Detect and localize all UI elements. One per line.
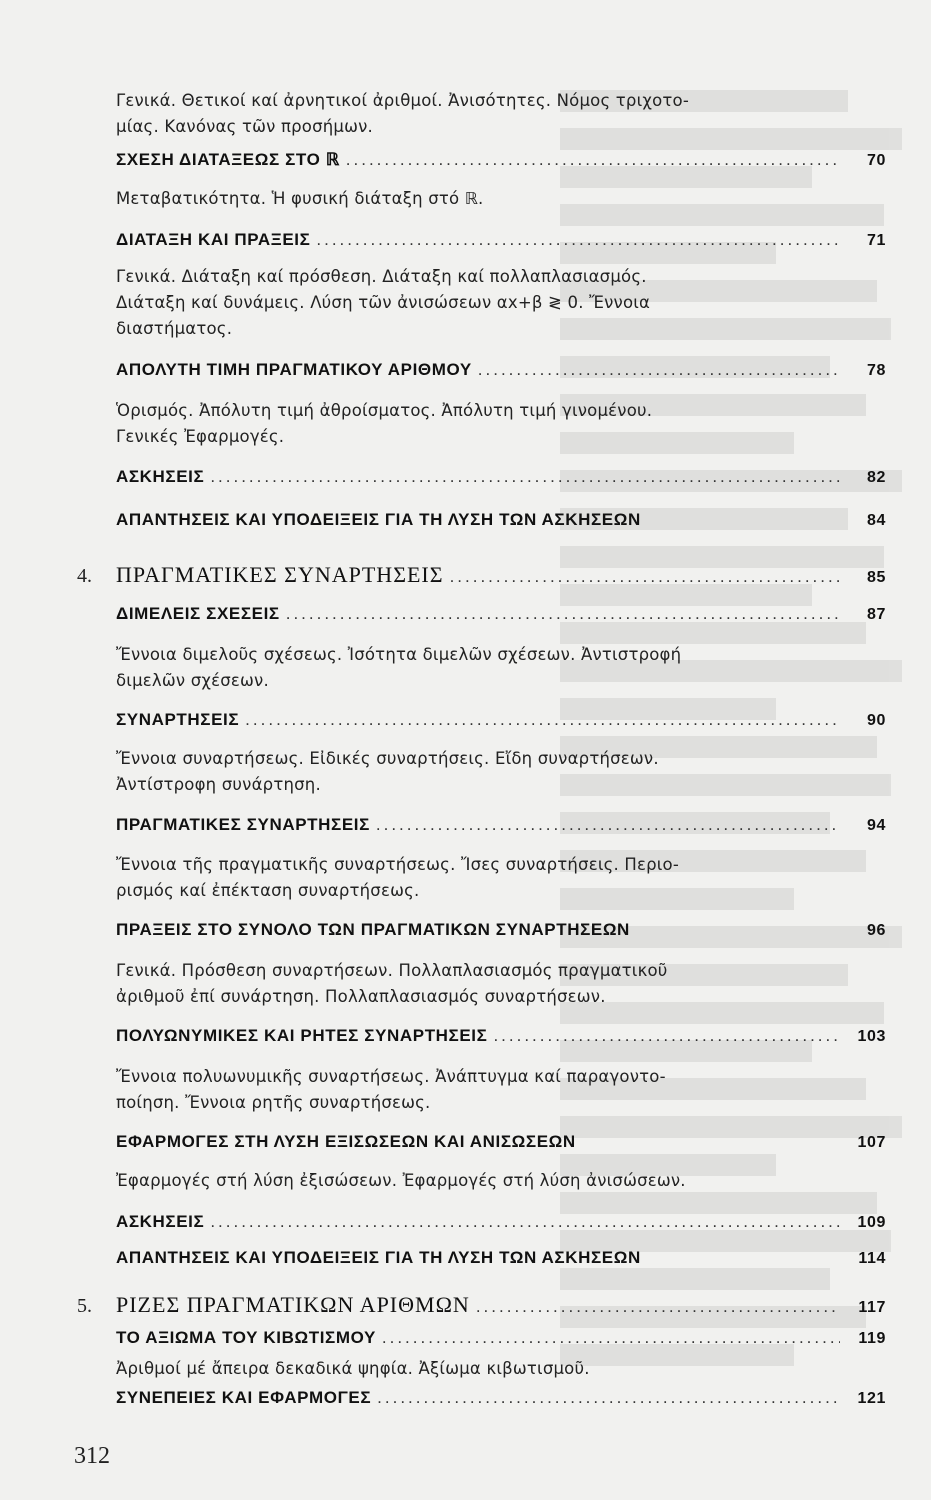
toc-entry [116, 360, 886, 380]
desc-line: διμελῶν σχέσεων. [116, 671, 269, 690]
toc-entry [116, 510, 886, 530]
toc-heading[interactable] [116, 1328, 886, 1348]
desc-line: Μεταβατικότητα. Ἡ φυσική διάταξη στό ℝ. [116, 189, 484, 208]
toc-heading[interactable] [116, 1026, 886, 1046]
toc-entry [116, 1292, 886, 1318]
leader-dots [382, 1328, 840, 1348]
desc-line: ἀριθμοῦ ἐπί συνάρτηση. Πολλαπλασιασμός συναρτήσεων. [116, 987, 606, 1006]
desc-line: Ἔννοια διμελοῦς σχέσεως. Ἰσότητα διμελῶν σχέσεων. Ἀντιστροφή [116, 645, 682, 664]
page-number: 119 [858, 1330, 886, 1347]
desc-line: Γενικά. Θετικοί καί ἀρνητικοί ἀριθμοί. Ἀνισότητες. Νόμος τριχοτο- [116, 91, 690, 110]
desc-line: Γενικά. Πρόσθεση συναρτήσεων. Πολλαπλασιασμός πραγματικοῦ [116, 961, 668, 980]
page-number: 117 [858, 1299, 886, 1316]
leader-dots [493, 1026, 840, 1046]
desc-line: Ἐφαρμογές στή λύση ἐξισώσεων. Ἐφαρμογές στή λύση ἀνισώσεων. [116, 1171, 686, 1190]
toc-heading[interactable] [116, 510, 886, 530]
toc-entry [116, 710, 886, 730]
page-number: 85 [867, 569, 886, 586]
toc-description [116, 958, 776, 1010]
toc-title: ΔΙΜΕΛΕΙΣ ΣΧΕΣΕΙΣ [116, 604, 280, 623]
page-folio: 312 [74, 1443, 110, 1469]
leader-dots [476, 1297, 840, 1317]
toc-description [116, 852, 776, 904]
toc-description [116, 746, 776, 798]
toc-title: ΠΡΑΞΕΙΣ ΣΤΟ ΣΥΝΟΛΟ ΤΩΝ ΠΡΑΓΜΑΤΙΚΩΝ ΣΥΝΑΡΤΗΣΕΩΝ [116, 920, 630, 939]
chapter-title: ΠΡΑΓΜΑΤΙΚΕΣ ΣΥΝΑΡΤΗΣΕΙΣ [116, 562, 444, 587]
page-number: 84 [867, 512, 886, 529]
desc-line: ρισμός καί ἐπέκταση συναρτήσεως. [116, 881, 420, 900]
toc-heading[interactable] [116, 467, 886, 487]
chapter-number: 4. [77, 565, 92, 587]
leader-dots [346, 150, 840, 170]
toc-title: ΕΦΑΡΜΟΓΕΣ ΣΤΗ ΛΥΣΗ ΕΞΙΣΩΣΕΩΝ ΚΑΙ ΑΝΙΣΩΣΕΩΝ [116, 1132, 576, 1151]
toc-description [116, 398, 776, 450]
toc-title: ΑΠΑΝΤΗΣΕΙΣ ΚΑΙ ΥΠΟΔΕΙΞΕΙΣ ΓΙΑ ΤΗ ΛΥΣΗ ΤΩΝ ΑΣΚΗΣΕΩΝ [116, 1248, 641, 1267]
toc-heading[interactable] [116, 710, 886, 730]
leader-dots [377, 1388, 840, 1408]
toc-description [116, 1168, 776, 1194]
desc-line: διαστήματος. [116, 319, 233, 338]
toc-description [116, 1064, 776, 1116]
leader-dots [450, 567, 840, 587]
toc-chapter-heading[interactable] [116, 1292, 886, 1318]
page-number: 109 [857, 1214, 886, 1231]
toc-heading[interactable] [116, 1132, 886, 1152]
toc-title: ΣΥΝΑΡΤΗΣΕΙΣ [116, 710, 240, 729]
leader-dots [245, 710, 840, 730]
leader-dots [316, 230, 840, 250]
toc-description [116, 264, 776, 342]
toc-title: ΤΟ ΑΞΙΩΜΑ ΤΟΥ ΚΙΒΩΤΙΣΜΟΥ [116, 1328, 376, 1347]
page-number: 121 [857, 1390, 886, 1407]
toc-entry [116, 1026, 886, 1046]
desc-line: Διάταξη καί δυνάμεις. Λύση τῶν ἀνισώσεων αx+β ≷ 0. Ἔννοια [116, 293, 651, 312]
toc-entry [116, 1328, 886, 1348]
toc-entry [116, 920, 886, 940]
toc-title: ΑΠΟΛΥΤΗ ΤΙΜΗ ΠΡΑΓΜΑΤΙΚΟΥ ΑΡΙΘΜΟΥ [116, 360, 472, 379]
desc-line: Ὁρισμός. Ἀπόλυτη τιμή ἀθροίσματος. Ἀπόλυτη τιμή γινομένου. [116, 401, 653, 420]
toc-entry [116, 150, 886, 170]
toc-title: ΑΠΑΝΤΗΣΕΙΣ ΚΑΙ ΥΠΟΔΕΙΞΕΙΣ ΓΙΑ ΤΗ ΛΥΣΗ ΤΩΝ ΑΣΚΗΣΕΩΝ [116, 510, 641, 529]
toc-title: ΔΙΑΤΑΞΗ ΚΑΙ ΠΡΑΞΕΙΣ [116, 230, 311, 249]
toc-title: ΠΟΛΥΩΝΥΜΙΚΕΣ ΚΑΙ ΡΗΤΕΣ ΣΥΝΑΡΤΗΣΕΙΣ [116, 1026, 488, 1045]
desc-line: Ἔννοια πολυωνυμικῆς συναρτήσεως. Ἀνάπτυγμα καί παραγοντο- [116, 1067, 666, 1086]
leader-dots [210, 1212, 840, 1232]
page-number: 94 [867, 817, 886, 834]
toc-title: ΣΧΕΣΗ ΔΙΑΤΑΞΕΩΣ ΣΤΟ ℝ [116, 150, 340, 169]
page-number: 107 [857, 1134, 886, 1151]
toc-entry [116, 815, 886, 835]
page-number: 78 [867, 362, 886, 379]
toc-entry [116, 230, 886, 250]
desc-line: Ἀριθμοί μέ ἄπειρα δεκαδικά ψηφία. Ἀξίωμα κιβωτισμοῦ. [116, 1359, 590, 1378]
desc-line: Γενικά. Διάταξη καί πρόσθεση. Διάταξη καί πολλαπλασιασμός. [116, 267, 647, 286]
page-number: 90 [867, 712, 886, 729]
page-number: 87 [867, 606, 886, 623]
page-number: 71 [867, 232, 886, 249]
page-number: 82 [867, 469, 886, 486]
chapter-number: 5. [77, 1295, 92, 1317]
desc-line: Γενικές Ἐφαρμογές. [116, 427, 285, 446]
toc-title: ΠΡΑΓΜΑΤΙΚΕΣ ΣΥΝΑΡΤΗΣΕΙΣ [116, 815, 370, 834]
chapter-title: ΡΙΖΕΣ ΠΡΑΓΜΑΤΙΚΩΝ ΑΡΙΘΜΩΝ [116, 1292, 470, 1317]
leader-dots [210, 467, 840, 487]
page-number: 96 [867, 922, 886, 939]
intro-description [116, 88, 776, 140]
leader-dots [478, 360, 840, 380]
toc-heading[interactable] [116, 230, 886, 250]
page-number: 114 [858, 1250, 886, 1267]
toc-heading[interactable] [116, 604, 886, 624]
toc-description [116, 642, 776, 694]
toc-heading[interactable] [116, 360, 886, 380]
toc-title: ΑΣΚΗΣΕΙΣ [116, 467, 205, 486]
toc-entry [116, 1248, 886, 1268]
page-number: 103 [857, 1028, 886, 1045]
desc-line: Ἔννοια συναρτήσεως. Εἰδικές συναρτήσεις. Εἴδη συναρτήσεων. [116, 749, 659, 768]
toc-description [116, 186, 776, 212]
toc-heading[interactable] [116, 815, 886, 835]
toc-heading[interactable] [116, 1248, 886, 1268]
desc-line: ποίηση. Ἔννοια ρητῆς συναρτήσεως. [116, 1093, 431, 1112]
toc-heading[interactable] [116, 1212, 886, 1232]
toc-entry [116, 604, 886, 624]
toc-heading[interactable] [116, 150, 886, 170]
page-number: 70 [867, 152, 886, 169]
toc-heading[interactable] [116, 1388, 886, 1408]
leader-dots [376, 815, 840, 835]
leader-dots [286, 604, 840, 624]
toc-title: ΑΣΚΗΣΕΙΣ [116, 1212, 205, 1231]
toc-description [116, 1356, 776, 1382]
toc-heading[interactable] [116, 920, 886, 940]
toc-entry [116, 562, 886, 588]
toc-entry [116, 1388, 886, 1408]
toc-entry [116, 467, 886, 487]
toc-entry [116, 1212, 886, 1232]
toc-entry [116, 1132, 886, 1152]
toc-chapter-heading[interactable] [116, 562, 886, 588]
desc-line: Ἔννοια τῆς πραγματικῆς συναρτήσεως. Ἴσες συναρτήσεις. Περιο- [116, 855, 680, 874]
toc-title: ΣΥΝΕΠΕΙΕΣ ΚΑΙ ΕΦΑΡΜΟΓΕΣ [116, 1388, 372, 1407]
desc-line: μίας. Κανόνας τῶν προσήμων. [116, 117, 373, 136]
desc-line: Ἀντίστροφη συνάρτηση. [116, 775, 321, 794]
